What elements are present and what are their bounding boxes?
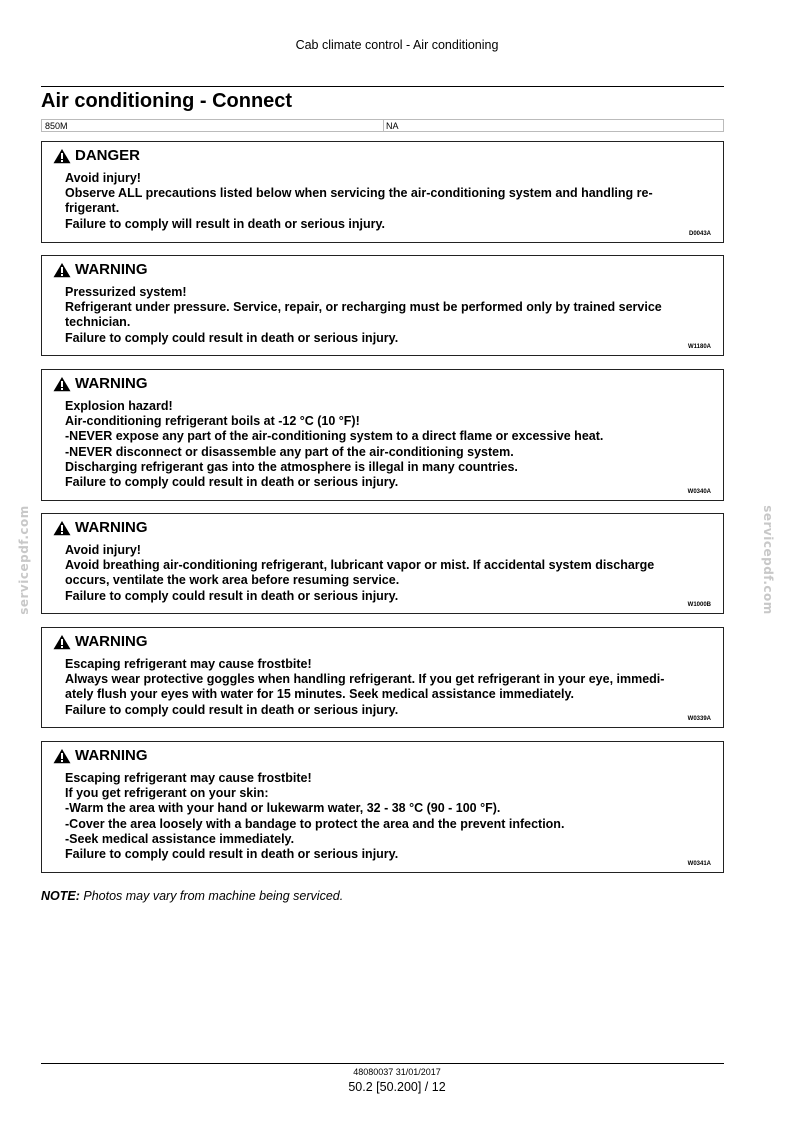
box-heading-label: WARNING: [75, 261, 148, 278]
box-line: Explosion hazard!: [65, 399, 173, 413]
box-heading: [53, 147, 140, 164]
box-line: -Seek medical assistance immediately.: [65, 831, 295, 846]
footer-page-number: 50.2 [50.200] / 12: [348, 1080, 446, 1094]
footer-rule: [41, 1063, 724, 1064]
box-line: -NEVER disconnect or disassemble any part of the air-conditioning system.: [65, 444, 514, 459]
box-line: -Cover the area loosely with a bandage to protect the area and the prevent infection.: [65, 816, 565, 831]
warning-box: [41, 255, 724, 356]
box-line: Refrigerant under pressure. Service, repair, or recharging must be performed only by trained service: [65, 300, 662, 315]
box-body: [65, 657, 703, 718]
box-line: Failure to comply could result in death or serious injury.: [65, 847, 399, 862]
warning-triangle-icon: [53, 634, 71, 650]
box-code: W1000B: [687, 602, 711, 608]
box-code: W0341A: [687, 861, 711, 867]
model-bar-divider: [383, 120, 384, 131]
box-heading: [53, 747, 148, 764]
box-heading-label: WARNING: [75, 747, 148, 764]
box-line: ately flush your eyes with water for 15 minutes. Seek medical assistance immediately.: [65, 687, 575, 702]
warning-box: [41, 741, 724, 873]
box-line: Failure to comply could result in death or serious injury.: [65, 475, 399, 490]
box-line: -Warm the area with your hand or lukewarm water, 32 - 38 °C (90 - 100 °F).: [65, 801, 501, 816]
box-code: D0043A: [688, 231, 711, 237]
note-label: NOTE:: [41, 889, 80, 903]
box-line: technician.: [65, 315, 131, 330]
warning-triangle-icon: [53, 748, 71, 764]
box-body: [65, 543, 703, 604]
note: [41, 889, 343, 903]
box-line: Failure to comply could result in death or serious injury.: [65, 330, 399, 345]
warning-box: [41, 513, 724, 614]
box-heading: [53, 261, 148, 278]
box-line: occurs, ventilate the work area before resuming service.: [65, 573, 400, 588]
warning-triangle-icon: [53, 520, 71, 536]
box-line: Avoid injury!: [65, 543, 141, 557]
box-heading: [53, 633, 148, 650]
box-code: W0340A: [687, 489, 711, 495]
box-heading-label: WARNING: [75, 375, 148, 392]
watermark-right: servicepdf.com: [761, 505, 775, 615]
warning-box: [41, 627, 724, 728]
box-line: Always wear protective goggles when handling refrigerant. If you get refrigerant in your eye, immedi-: [65, 672, 665, 687]
model-bar: [41, 119, 724, 132]
warning-triangle-icon: [53, 262, 71, 278]
box-line: Avoid injury!: [65, 171, 141, 185]
box-heading-label: WARNING: [75, 519, 148, 536]
box-line: Failure to comply could result in death or serious injury.: [65, 588, 399, 603]
box-heading: [53, 375, 148, 392]
model-name: 850M: [45, 121, 68, 131]
box-body: [65, 171, 703, 232]
box-line: Failure to comply could result in death or serious injury.: [65, 702, 399, 717]
box-line: Observe ALL precautions listed below when servicing the air-conditioning system and handling re-: [65, 186, 653, 201]
box-line: If you get refrigerant on your skin:: [65, 786, 269, 801]
watermark-left: servicepdf.com: [17, 505, 31, 615]
box-line: Air-conditioning refrigerant boils at -12 °C (10 °F)!: [65, 414, 360, 429]
box-code: W0339A: [687, 716, 711, 722]
page-title: Air conditioning - Connect: [41, 90, 293, 112]
warning-triangle-icon: [53, 148, 71, 164]
model-value: NA: [386, 121, 399, 131]
running-header: Cab climate control - Air conditioning: [295, 38, 499, 52]
danger-box: [41, 141, 724, 243]
box-line: Failure to comply will result in death or serious injury.: [65, 216, 385, 231]
warning-box: [41, 369, 724, 501]
box-code: W1180A: [687, 344, 711, 350]
title-rule: [41, 86, 724, 87]
box-body: [65, 399, 703, 490]
box-heading-label: WARNING: [75, 633, 148, 650]
box-line: Discharging refrigerant gas into the atmosphere is illegal in many countries.: [65, 459, 518, 474]
box-line: -NEVER expose any part of the air-conditioning system to a direct flame or excessive heat.: [65, 429, 604, 444]
box-heading-label: DANGER: [75, 147, 141, 164]
box-line: Pressurized system!: [65, 285, 187, 299]
note-text: Photos may vary from machine being serviced.: [79, 889, 344, 903]
box-line: Escaping refrigerant may cause frostbite!: [65, 771, 312, 785]
box-line: frigerant.: [65, 201, 120, 216]
box-body: [65, 285, 703, 346]
box-line: Escaping refrigerant may cause frostbite!: [65, 657, 312, 671]
footer-doc-ref: 48080037 31/01/2017: [353, 1067, 441, 1077]
box-line: Avoid breathing air-conditioning refrigerant, lubricant vapor or mist. If accidental system discharge: [65, 558, 655, 573]
box-heading: [53, 519, 148, 536]
warning-triangle-icon: [53, 376, 71, 392]
box-body: [65, 771, 703, 862]
